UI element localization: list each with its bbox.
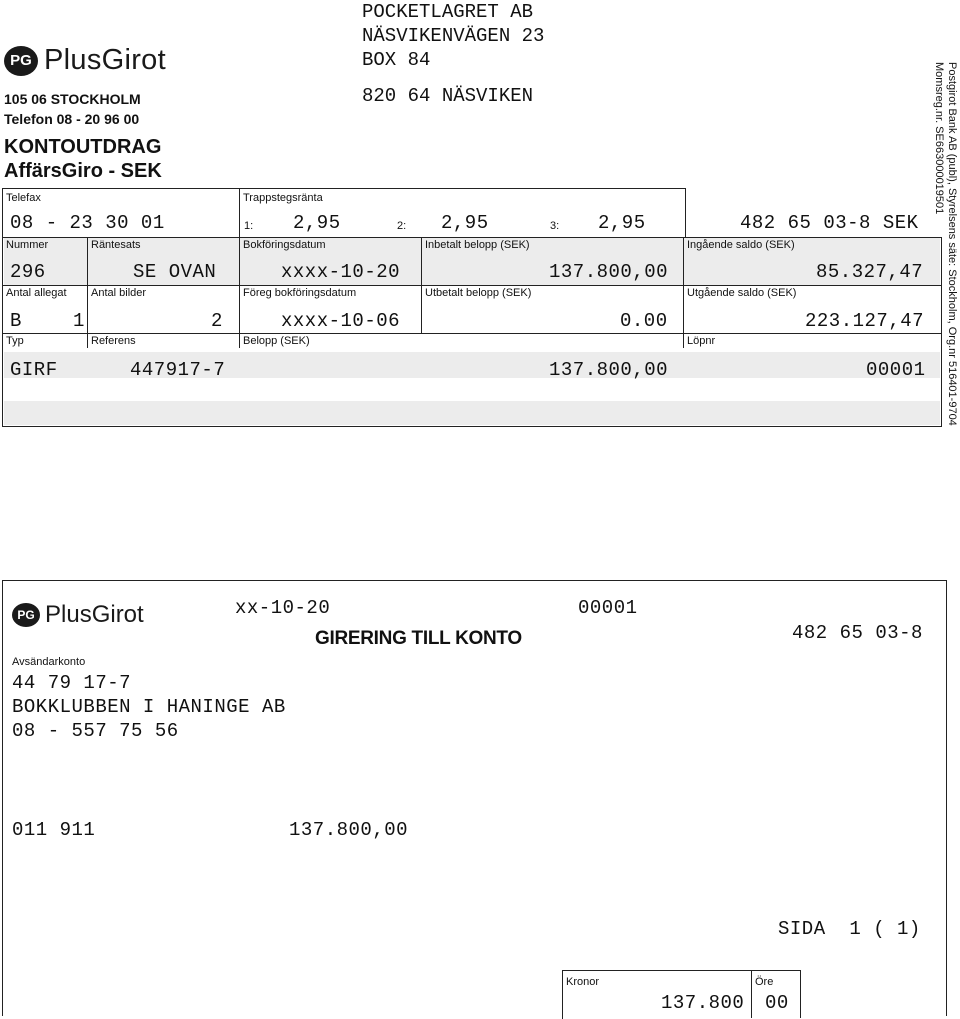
nummer-label: Nummer bbox=[6, 239, 49, 251]
document-subtitle: AffärsGiro - SEK bbox=[4, 160, 162, 182]
antal-bilder-value: 2 bbox=[211, 310, 223, 332]
pg-badge-icon: PG bbox=[4, 46, 38, 76]
voucher-date: xx-10-20 bbox=[235, 597, 331, 619]
sender-account-label: Avsändarkonto bbox=[12, 656, 86, 668]
utbetalt-value: 0.00 bbox=[620, 310, 668, 332]
utgaende-saldo-label: Utgående saldo (SEK) bbox=[687, 287, 797, 299]
kronor-label: Kronor bbox=[566, 976, 600, 988]
vat-info-vertical: Momsreg.nr. SE663000019501 bbox=[933, 62, 945, 215]
voucher-account: 482 65 03-8 bbox=[792, 622, 923, 644]
recipient-postal: 820 64 NÄSVIKEN bbox=[362, 85, 534, 107]
rate3-label: 3: bbox=[550, 220, 560, 232]
sender-name: BOKKLUBBEN I HANINGE AB bbox=[12, 696, 286, 718]
recipient-street: NÄSVIKENVÄGEN 23 bbox=[362, 25, 545, 47]
voucher-plusgirot-logo bbox=[12, 601, 144, 629]
antal-bilder-label: Antal bilder bbox=[91, 287, 147, 299]
inbetalt-label: Inbetalt belopp (SEK) bbox=[425, 239, 530, 251]
rate3-value: 2,95 bbox=[598, 212, 646, 234]
bokforingsdatum-value: xxxx-10-20 bbox=[281, 261, 401, 283]
rate1-value: 2,95 bbox=[293, 212, 341, 234]
sender-phone: Telefon 08 - 20 96 00 bbox=[4, 111, 140, 127]
referens-label: Referens bbox=[91, 335, 136, 347]
ingaende-saldo-label: Ingående saldo (SEK) bbox=[687, 239, 795, 251]
sender-phone: 08 - 557 75 56 bbox=[12, 720, 179, 742]
foreg-bokforingsdatum-value: xxxx-10-06 bbox=[281, 310, 401, 332]
telefax-label: Telefax bbox=[6, 192, 41, 204]
lopnr-label: Löpnr bbox=[687, 335, 716, 347]
voucher-pg-badge-icon: PG bbox=[12, 603, 40, 627]
kronor-value: 137.800 bbox=[661, 992, 745, 1014]
ore-label: Öre bbox=[755, 976, 774, 988]
lopnr-value: 00001 bbox=[866, 359, 926, 381]
telefax-value: 08 - 23 30 01 bbox=[10, 212, 165, 234]
referens-value: 447917-7 bbox=[130, 359, 226, 381]
voucher-title: GIRERING TILL KONTO bbox=[315, 628, 522, 649]
voucher-code: 011 911 bbox=[12, 819, 96, 841]
bokforingsdatum-label: Bokföringsdatum bbox=[243, 239, 326, 251]
rate2-value: 2,95 bbox=[441, 212, 489, 234]
sender-account-value: 44 79 17-7 bbox=[12, 672, 132, 694]
page-indicator: SIDA 1 ( 1) bbox=[778, 918, 921, 940]
belopp-label: Belopp (SEK) bbox=[243, 335, 310, 347]
statement-table bbox=[0, 0, 960, 440]
typ-value: GIRF bbox=[10, 359, 58, 381]
typ-label: Typ bbox=[6, 335, 24, 347]
voucher-amount: 137.800,00 bbox=[289, 819, 409, 841]
rantesats-label: Räntesats bbox=[91, 239, 141, 251]
antal-allegat-number: 1 bbox=[73, 310, 85, 332]
account-number: 482 65 03-8 SEK bbox=[740, 212, 919, 234]
antal-allegat-value: B bbox=[10, 310, 22, 332]
trappsteg-label: Trappstegsränta bbox=[243, 192, 323, 204]
utbetalt-label: Utbetalt belopp (SEK) bbox=[425, 287, 532, 299]
voucher-number: 00001 bbox=[578, 597, 638, 619]
rantesats-value: SE OVAN bbox=[133, 261, 217, 283]
brand-name: PlusGirot bbox=[44, 44, 166, 76]
foreg-bokforingsdatum-label: Föreg bokföringsdatum bbox=[243, 287, 357, 299]
antal-allegat-label: Antal allegat bbox=[6, 287, 67, 299]
voucher-brand-name: PlusGirot bbox=[45, 601, 144, 628]
recipient-box: BOX 84 bbox=[362, 49, 431, 71]
ore-value: 00 bbox=[765, 992, 789, 1014]
document-title: KONTOUTDRAG bbox=[4, 136, 162, 158]
inbetalt-value: 137.800,00 bbox=[549, 261, 669, 283]
nummer-value: 296 bbox=[10, 261, 46, 283]
company-info-vertical: Postgirot Bank AB (publ), Styrelsens säte: Stockholm, Org.nr 516401-9704 bbox=[946, 62, 958, 426]
recipient-name: POCKETLAGRET AB bbox=[362, 1, 534, 23]
shaded-band-3 bbox=[4, 401, 940, 425]
ingaende-saldo-value: 85.327,47 bbox=[816, 261, 924, 283]
belopp-value: 137.800,00 bbox=[549, 359, 669, 381]
rate1-label: 1: bbox=[244, 220, 254, 232]
utgaende-saldo-value: 223.127,47 bbox=[805, 310, 925, 332]
sender-city: 105 06 STOCKHOLM bbox=[4, 91, 141, 107]
rate2-label: 2: bbox=[397, 220, 407, 232]
